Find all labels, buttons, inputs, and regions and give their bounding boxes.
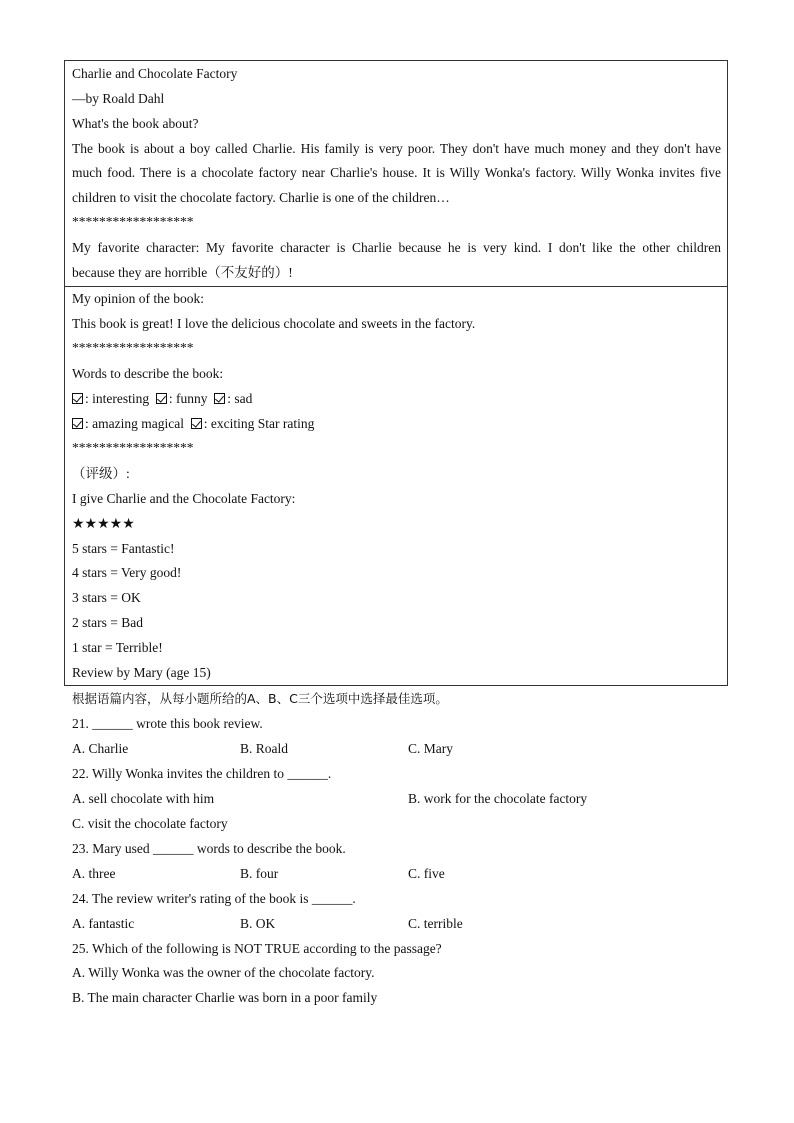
separator-3: ******************	[72, 440, 194, 455]
checkbox-icon	[156, 393, 167, 404]
question-24: 24. The review writer's rating of the book is ______.	[72, 891, 356, 906]
q24-option-c[interactable]: C. terrible	[408, 916, 463, 931]
word-exciting: : exciting Star rating	[203, 416, 315, 431]
question-22: 22. Willy Wonka invites the children to ______.	[72, 766, 332, 781]
q21-option-c[interactable]: C. Mary	[408, 741, 453, 756]
q25-option-a[interactable]: A. Willy Wonka was the owner of the chocolate factory.	[72, 965, 375, 980]
about-heading: What's the book about?	[72, 116, 199, 131]
reviewer: Review by Mary (age 15)	[72, 665, 211, 680]
checkbox-icon	[72, 418, 83, 429]
book-author: —by Roald Dahl	[72, 91, 165, 106]
opinion-heading: My opinion of the book:	[72, 291, 204, 306]
checkbox-icon	[214, 393, 225, 404]
q21-option-b[interactable]: B. Roald	[240, 741, 289, 756]
q21-option-a[interactable]: A. Charlie	[72, 741, 129, 756]
word-funny: : funny	[168, 391, 208, 406]
question-23: 23. Mary used ______ words to describe the book.	[72, 841, 346, 856]
q22-option-a[interactable]: A. sell chocolate with him	[72, 791, 215, 806]
book-title: Charlie and Chocolate Factory	[72, 66, 238, 81]
star-rating-icon: ★★★★★	[72, 516, 135, 532]
q23-option-b[interactable]: B. four	[240, 866, 279, 881]
star3-label: 3 stars = OK	[72, 590, 141, 605]
about-line-2: much food. There is a chocolate factory near Charlie's house. It is Willy Wonka's factory. Willy Wonka invites five	[72, 165, 721, 180]
about-line-1: The book is about a boy called Charlie. His family is very poor. They don't have much money and they don't have	[72, 141, 721, 156]
word-amazing: : amazing magical	[85, 416, 184, 431]
star4-label: 4 stars = Very good!	[72, 565, 182, 580]
word-interesting: : interesting	[85, 391, 150, 406]
character-line-2: because they are horrible（不友好的）!	[72, 265, 293, 280]
rating-cn: （评级）:	[72, 466, 130, 481]
question-25: 25. Which of the following is NOT TRUE according to the passage?	[72, 941, 442, 956]
character-line-1: My favorite character: My favorite character is Charlie because he is very kind. I don't like the other children	[72, 240, 721, 255]
words-row-1	[72, 390, 252, 408]
q25-option-b[interactable]: B. The main character Charlie was born in a poor family	[72, 990, 378, 1005]
q22-option-b[interactable]: B. work for the chocolate factory	[408, 791, 588, 806]
rating-intro: I give Charlie and the Chocolate Factory:	[72, 491, 296, 506]
checkbox-icon	[72, 393, 83, 404]
star5-label: 5 stars = Fantastic!	[72, 541, 175, 556]
q24-option-b[interactable]: B. OK	[240, 916, 276, 931]
words-row-2	[72, 415, 314, 433]
q24-option-a[interactable]: A. fantastic	[72, 916, 135, 931]
opinion-text: This book is great! I love the delicious chocolate and sweets in the factory.	[72, 316, 476, 331]
checkbox-icon	[191, 418, 202, 429]
separator-1: ******************	[72, 214, 194, 229]
word-sad: : sad	[227, 391, 253, 406]
star2-label: 2 stars = Bad	[72, 615, 143, 630]
q23-option-a[interactable]: A. three	[72, 866, 116, 881]
about-line-3: children to visit the chocolate factory. Charlie is one of the children…	[72, 190, 450, 205]
q23-option-c[interactable]: C. five	[408, 866, 445, 881]
separator-2: ******************	[72, 340, 194, 355]
star1-label: 1 star = Terrible!	[72, 640, 163, 655]
q22-option-c[interactable]: C. visit the chocolate factory	[72, 816, 228, 831]
instruction: 根据语篇内容，从每小题所给的A、B、C三个选项中选择最佳选项。	[72, 691, 448, 706]
words-heading: Words to describe the book:	[72, 366, 224, 381]
question-21: 21. ______ wrote this book review.	[72, 716, 263, 731]
